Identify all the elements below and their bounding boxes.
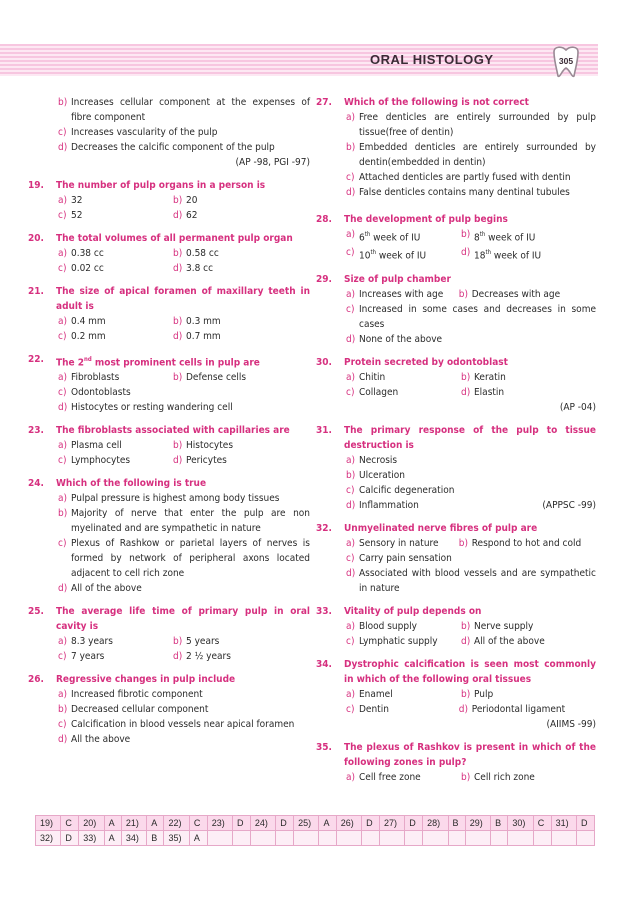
right-column [316,95,596,793]
question-18-continued [28,95,310,170]
question-19: 19. The number of pulp organs in a person is a) 32 b) 20 c) 52 d) 62 [28,180,266,221]
question-29: 29. Size of pulp chamber a) Increases with age b) Decreases with age c) Increased in some cases and decreases in some cases d) None of the above [316,273,596,345]
question-24: 24. Which of the following is true a) Pulpal pressure is highest among body tissues b) Majority of nerve that enter the pulp are non myelinated and are sympathetic in nature c) Plexus of Rashkow or parietal layers of nerves is formed by network of peripheral axons located adjacent to cell rich zone d) All of the above [28,478,310,595]
left-column [28,95,310,755]
question-28: 28. The development of pulp begins a) 6th week of IU b) 8th week of IU c) 10th week of IU d) 18th week of IU [316,214,542,262]
question-33: 33. Vitality of pulp depends on a) Blood supply b) Nerve supply c) Lymphatic supply d) All of the above [316,605,545,647]
answer-key-row: 32) D 33) A 34) B 35) A [36,831,595,846]
answer-key-table [35,815,595,846]
header-band [0,44,598,76]
question-25: 25. The average life time of primary pulp in oral cavity is a) 8.3 years b) 5 years c) 7 years d) 2 ½ years [28,606,310,663]
option: c) Increases vascularity of the pulp [58,127,218,138]
question-source: (AIIMS -99) [546,718,596,730]
option: d) Decreases the calcific component of the pulp [58,142,275,153]
answer-key-row: 19) C 20) A 21) A 22) C 23) D 24) D 25) A 26) D 27) D 28) B 29) B 30) C 31) D [36,816,595,831]
question-source: (APPSC -99) [542,499,596,511]
question-source: (AP -98, PGI -97) [235,157,310,168]
question-35: 35. The plexus of Rashkov is present in which of the following zones in pulp? a) Cell free zone b) Cell rich zone [316,741,596,783]
question-30: 30. Protein secreted by odontoblast a) Chitin b) Keratin c) Collagen d) Elastin (AP -04) [316,356,596,413]
question-34: 34. Dystrophic calcification is seen most commonly in which of the following oral tissues a) Enamel b) Pulp c) Dentin d) Periodontal ligament (AIIMS -99) [316,658,596,730]
chapter-title: ORAL HISTOLOGY [370,52,494,67]
question-26: 26. Regressive changes in pulp include a) Increased fibrotic component b) Decreased cellular component c) Calcification in blood vessels near apical foramen d) All the above [28,674,295,746]
question-21: 21. The size of apical foramen of maxillary teeth in adult is a) 0.4 mm b) 0.3 mm c) 0.2 mm d) 0.7 mm [28,286,310,342]
option: b) Increases cellular component at the expenses of fibre component [58,97,310,123]
question-32: 32. Unmyelinated nerve fibres of pulp are a) Sensory in nature b) Respond to hot and cold c) Carry pain sensation d) Associated with blood vessels and are sympathetic in nature [316,522,596,594]
question-31: 31. The primary response of the pulp to tissue destruction is a) Necrosis b) Ulceration c) Calcific degeneration d) Inflammation (APPSC -99) [316,424,596,511]
question-27: 27. Which of the following is not correct a) Free denticles are entirely surrounded by pulp tissue(free of dentin) b) Embedded denticles are entirely surrounded by dentin(embedded in dentin) c) Attached denticles are partly fused with dentin d) False denticles contains many dentinal tubules [316,97,596,198]
question-20: 20. The total volumes of all permanent pulp organ a) 0.38 cc b) 0.58 cc c) 0.02 cc d) 3.8 cc [28,233,293,274]
question-23: 23. The fibroblasts associated with capillaries are a) Plasma cell b) Histocytes c) Lymphocytes d) Pericytes [28,425,290,467]
question-source: (AP -04) [559,401,596,413]
page-number: 305 [558,56,574,66]
question-22: 22. The 2nd most prominent cells in pulp are a) Fibroblasts b) Defense cells c) Odontoblasts d) Histocytes or resting wandering cell [28,354,260,414]
